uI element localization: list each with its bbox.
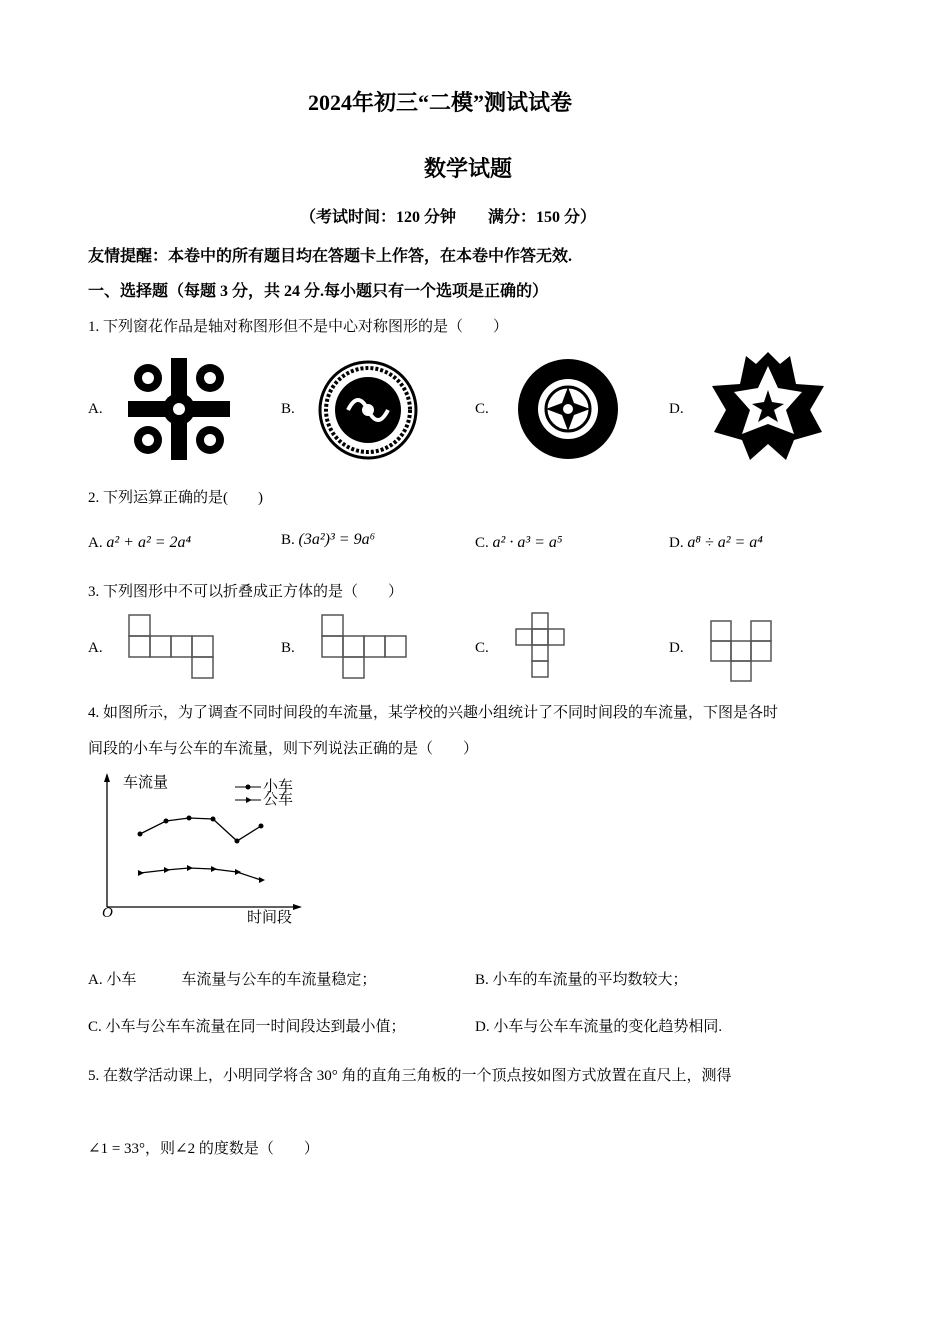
legend-bus-label: 公车: [263, 792, 294, 808]
net-square: [129, 636, 150, 657]
cube-net-d: [710, 620, 775, 685]
net-square: [532, 645, 548, 661]
reminder: 友情提醒：本卷中的所有题目均在答题卡上作答，在本卷中作答无效.: [88, 248, 573, 265]
car-data-point: [187, 816, 192, 821]
net-square: [385, 636, 406, 657]
net-square: [731, 661, 751, 681]
net-square: [322, 636, 343, 657]
q4-stem-line2: 间段的小车与公车的车流量，则下列说法正确的是（ ）: [88, 741, 479, 757]
paper-cut-b-image: [318, 360, 418, 460]
series-line-car: [140, 818, 261, 841]
bus-data-point: [259, 877, 265, 883]
net-square: [711, 621, 731, 641]
car-data-point: [164, 819, 169, 824]
subject-title: 数学试题: [424, 156, 513, 181]
q2-formula-a: a² + a² = 2a⁴: [106, 534, 192, 551]
q2-option-d[interactable]: [669, 534, 763, 552]
chart-origin: O: [102, 905, 113, 921]
net-square: [711, 641, 731, 661]
net-square: [532, 613, 548, 629]
net-square: [731, 641, 751, 661]
net-square: [532, 661, 548, 677]
car-data-point: [235, 839, 240, 844]
exam-info: （考试时间：120 分钟 满分：150 分）: [300, 209, 597, 226]
q3-stem: 3. 下列图形中不可以折叠成正方体的是（ ）: [88, 584, 404, 600]
q4-option-c: C. 小车与公车车流量在同一时间段达到最小值；: [88, 1019, 406, 1035]
q4-option-a: A. 小车 车流量与公车的车流量稳定；: [88, 972, 377, 988]
bus-data-point: [164, 867, 170, 873]
q2-label-b: B.: [281, 532, 295, 548]
series-line-bus: [140, 868, 261, 880]
bus-data-point: [138, 870, 144, 876]
q2-formula-c: a² · a³ = a⁵: [492, 534, 563, 551]
q3-option-d: D.: [669, 640, 684, 656]
net-square: [150, 636, 171, 657]
exam-title: 2024年初三“二模”测试试卷: [308, 90, 573, 115]
net-square: [751, 621, 771, 641]
q2-option-a[interactable]: [88, 534, 191, 552]
net-square: [192, 636, 213, 657]
bus-data-point: [187, 865, 193, 871]
net-square: [171, 636, 192, 657]
chart-xlabel: 时间段: [247, 910, 293, 926]
q2-option-c[interactable]: [475, 534, 562, 552]
section-title: 一、选择题（每题 3 分，共 24 分.每小题只有一个选项是正确的）: [88, 283, 549, 300]
traffic-line-chart: [95, 770, 310, 930]
q1-option-d: D.: [669, 401, 684, 417]
net-square: [192, 657, 213, 678]
q3-option-a: A.: [88, 640, 103, 656]
net-square: [129, 615, 150, 636]
q2-label-a: A.: [88, 535, 103, 551]
legend-car-label: 小车: [263, 779, 294, 795]
q4-stem-line1: 4. 如图所示，为了调查不同时间段的车流量，某学校的兴趣小组统计了不同时间段的车流量，下图是各时: [88, 705, 779, 721]
car-data-point: [259, 824, 264, 829]
net-square: [322, 615, 343, 636]
paper-cut-a-image: [126, 356, 232, 462]
net-square: [343, 657, 364, 678]
q4-option-d: D. 小车与公车车流量的变化趋势相同.: [475, 1019, 723, 1035]
q1-option-a: A.: [88, 401, 103, 417]
q2-label-c: C.: [475, 535, 489, 551]
bus-data-point: [235, 869, 241, 875]
cube-net-c: [515, 612, 570, 682]
q5-stem-line1: 5. 在数学活动课上，小明同学将含 30° 角的直角三角板的一个顶点按如图方式放置在直尺上，测得: [88, 1068, 732, 1084]
q2-option-b[interactable]: [281, 531, 375, 549]
paper-cut-c-image: [514, 355, 622, 463]
q5-stem-line2: ∠1 = 33°，则∠2 的度数是（ ）: [88, 1141, 319, 1157]
net-square: [516, 629, 532, 645]
q3-option-b: B.: [281, 640, 295, 656]
bus-data-point: [211, 866, 217, 872]
q1-stem: 1. 下列窗花作品是轴对称图形但不是中心对称图形的是（ ）: [88, 319, 509, 335]
net-square: [364, 636, 385, 657]
q2-label-d: D.: [669, 535, 684, 551]
q1-option-c: C.: [475, 401, 489, 417]
net-square: [532, 629, 548, 645]
q3-option-c: C.: [475, 640, 489, 656]
cube-net-a: [128, 614, 218, 684]
q2-formula-d: a⁸ ÷ a² = a⁴: [687, 534, 763, 551]
car-data-point: [211, 817, 216, 822]
x-axis-arrow: [293, 904, 302, 910]
paper-cut-d-image: [706, 348, 830, 464]
net-square: [548, 629, 564, 645]
net-square: [751, 641, 771, 661]
y-axis-arrow: [104, 773, 110, 782]
legend-car-marker: [246, 785, 251, 790]
q2-formula-b: (3a²)³ = 9a⁶: [298, 531, 376, 548]
legend-bus-marker: [246, 797, 252, 803]
q4-option-b: B. 小车的车流量的平均数较大；: [475, 972, 688, 988]
car-data-point: [138, 832, 143, 837]
cube-net-b: [321, 614, 411, 684]
chart-ylabel: 车流量: [123, 775, 169, 791]
q1-option-b: B.: [281, 401, 295, 417]
net-square: [343, 636, 364, 657]
q2-stem: 2. 下列运算正确的是( ): [88, 490, 263, 506]
